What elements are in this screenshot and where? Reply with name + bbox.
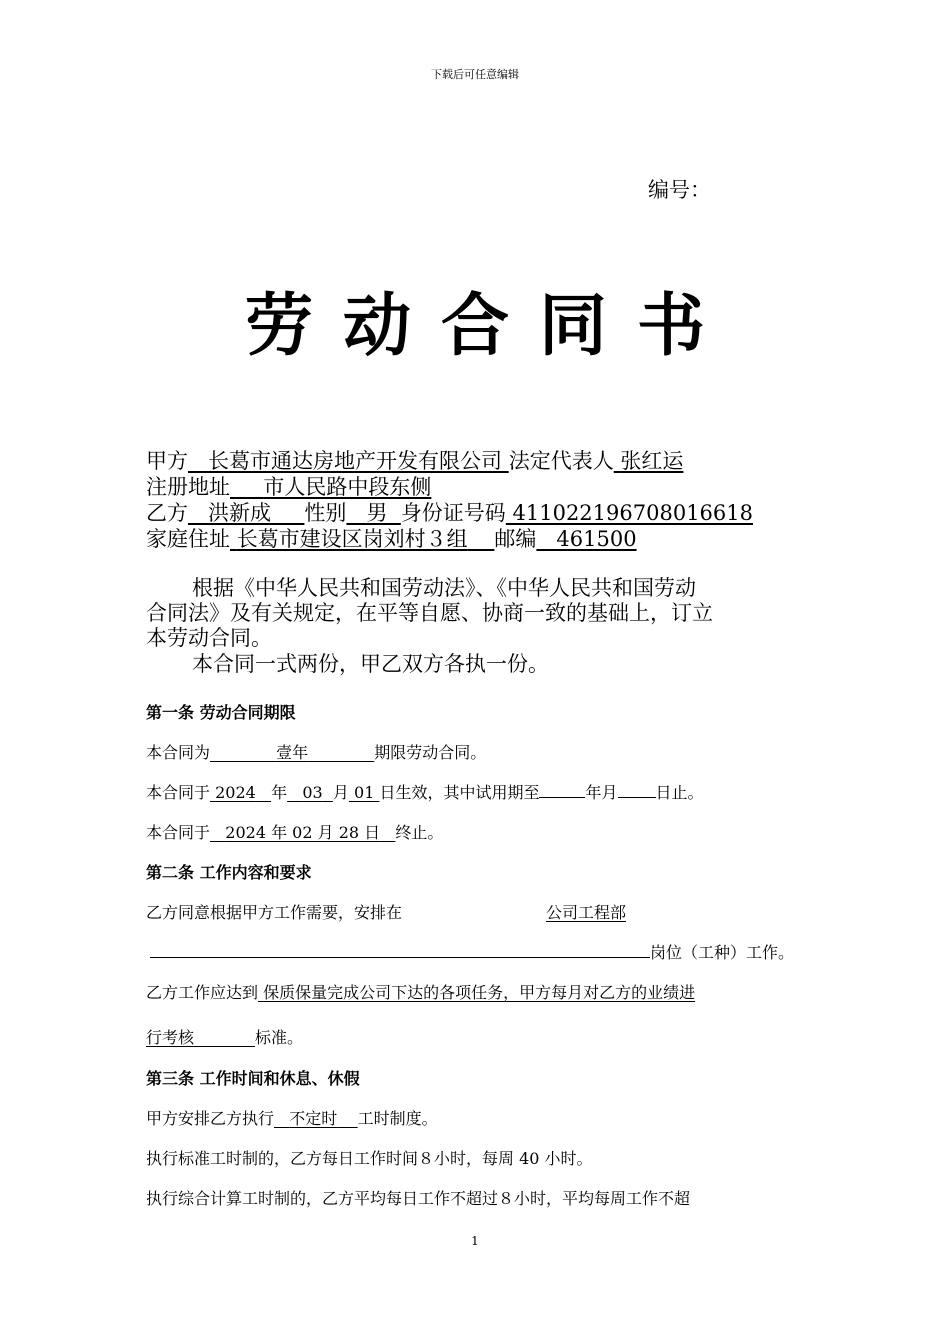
work-hours-system-value: 不定时 [289,1109,338,1128]
trial-day-blank [618,781,656,798]
legal-rep-name: 张红运 [620,449,684,473]
standard-value-2: 行考核 [146,1028,195,1047]
party-b-name: 洪新成 [208,501,272,525]
id-number-value: 411022196708016618 [512,501,753,525]
work-place-value: 公司工程部 [546,903,627,922]
party-b-label: 乙方 [146,501,188,525]
intro-line-2: 合同法》及有关规定，在平等自愿、协商一致的基础上，订立 [146,601,713,625]
postcode-value: 461500 [556,527,637,551]
post-blank [150,941,650,958]
intro-line-3: 本劳动合同。 [146,626,272,650]
end-date-line: 本合同于 2024 年 02 月 28 日 终止。 [146,823,444,842]
registered-address-value: 市人民路中段东侧 [263,475,432,499]
home-address-line [146,526,733,552]
intro-line-1: 根据《中华人民共和国劳动法》、《中华人民共和国劳动 [192,576,696,600]
party-b-line [146,500,753,526]
document-title: 劳动合同书 [244,286,735,366]
start-date-line: 本合同于 2024 年 03 月 01 日生效，其中试用期至 年月 日止。 [146,783,704,802]
work-hours-system-line: 甲方安排乙方执行 不定时 工时制度。 [146,1109,438,1128]
party-a-label: 甲方 [146,449,188,473]
page-number: 1 [471,1234,479,1248]
party-a-name: 长葛市通达房地产开发有限公司 [208,449,503,473]
section-3-heading: 第三条 工作时间和休息、休假 [146,1069,360,1088]
standard-hours-line: 执行标准工时制的，乙方每日工作时间８小时，每周 40 小时。 [146,1149,593,1168]
standard-line-1: 乙方工作应达到 保质保量完成公司下达的各项任务，甲方每月对乙方的业绩进 [146,983,696,1002]
work-place-line: 乙方同意根据甲方工作需要，安排在 公司工程部 [146,903,627,922]
end-date-value: 2024 年 02 月 28 日 [225,823,381,842]
intro-line-4: 本合同一式两份，甲乙双方各执一份。 [192,652,549,676]
legal-rep-label: 法定代表人 [508,449,614,473]
term-line: 本合同为 壹年 期限劳动合同。 [146,743,487,762]
section-2-heading: 第二条 工作内容和要求 [146,863,312,882]
start-year: 2024 [215,783,256,802]
post-line: 岗位（工种）工作。 [150,940,794,963]
standard-value-1: 保质保量完成公司下达的各项任务，甲方每月对乙方的业绩进 [263,983,696,1002]
id-number-label: 身份证号码 [400,501,506,525]
registered-address-label: 注册地址 [146,475,230,499]
start-day: 01 [354,783,375,802]
standard-line-2: 行考核 标准。 [146,1028,304,1047]
term-value: 壹年 [276,743,309,762]
home-address-label: 家庭住址 [146,527,230,551]
page-header-note: 下载后可任意编辑 [431,68,519,81]
gender-label: 性别 [304,501,347,525]
gender-value: 男 [366,501,388,525]
contract-number-label: 编号： [648,178,711,202]
registered-address-line [146,474,765,500]
home-address-value: 长葛市建设区岗刘村３组 [236,527,468,551]
section-1-heading: 第一条 劳动合同期限 [146,703,296,722]
postcode-label: 邮编 [494,527,537,551]
party-a-line [146,448,683,474]
start-month: 03 [302,783,323,802]
comprehensive-hours-line: 执行综合计算工时制的，乙方平均每日工作不超过８小时，平均每周工作不超 [146,1189,691,1208]
trial-year-blank [539,781,585,798]
